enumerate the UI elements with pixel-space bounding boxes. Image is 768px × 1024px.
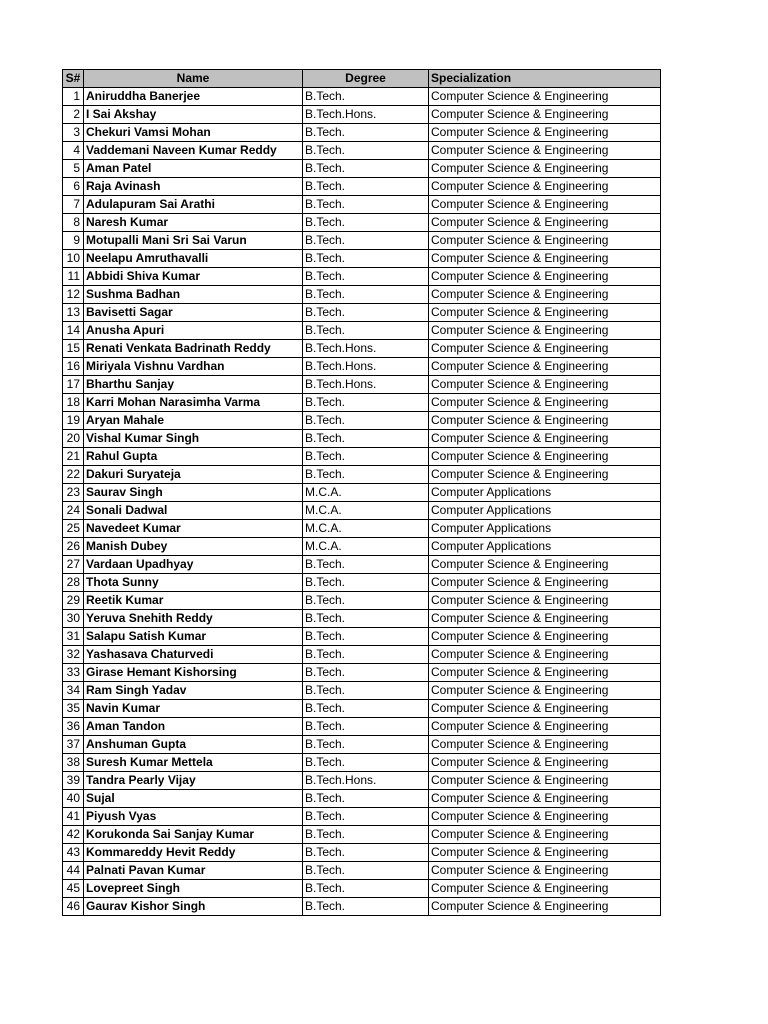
serial-number-cell: 13: [63, 304, 84, 322]
table-row: [63, 646, 661, 664]
degree-cell: B.Tech.: [303, 880, 429, 898]
specialization-cell: Computer Science & Engineering: [429, 286, 661, 304]
name-cell: Navedeet Kumar: [84, 520, 303, 538]
name-cell: Aryan Mahale: [84, 412, 303, 430]
table-row: [63, 376, 661, 394]
specialization-cell: Computer Science & Engineering: [429, 322, 661, 340]
specialization-cell: Computer Applications: [429, 520, 661, 538]
degree-cell: M.C.A.: [303, 484, 429, 502]
specialization-cell: Computer Science & Engineering: [429, 772, 661, 790]
name-cell: Palnati Pavan Kumar: [84, 862, 303, 880]
serial-number-cell: 38: [63, 754, 84, 772]
name-cell: Motupalli Mani Sri Sai Varun: [84, 232, 303, 250]
table-body: [63, 88, 661, 916]
table-row: [63, 286, 661, 304]
specialization-cell: Computer Science & Engineering: [429, 394, 661, 412]
degree-cell: B.Tech.: [303, 286, 429, 304]
specialization-cell: Computer Applications: [429, 484, 661, 502]
serial-number-cell: 44: [63, 862, 84, 880]
specialization-cell: Computer Science & Engineering: [429, 736, 661, 754]
specialization-cell: Computer Science & Engineering: [429, 430, 661, 448]
degree-cell: B.Tech.: [303, 844, 429, 862]
specialization-cell: Computer Science & Engineering: [429, 700, 661, 718]
serial-number-cell: 10: [63, 250, 84, 268]
table-row: [63, 556, 661, 574]
specialization-cell: Computer Science & Engineering: [429, 124, 661, 142]
table-row: [63, 808, 661, 826]
table-row: [63, 682, 661, 700]
specialization-cell: Computer Science & Engineering: [429, 142, 661, 160]
table-row: [63, 466, 661, 484]
name-cell: Tandra Pearly Vijay: [84, 772, 303, 790]
degree-cell: B.Tech.: [303, 754, 429, 772]
degree-cell: M.C.A.: [303, 502, 429, 520]
specialization-cell: Computer Science & Engineering: [429, 376, 661, 394]
table-row: [63, 880, 661, 898]
name-cell: Aman Tandon: [84, 718, 303, 736]
name-cell: Miriyala Vishnu Vardhan: [84, 358, 303, 376]
table-row: [63, 772, 661, 790]
specialization-cell: Computer Science & Engineering: [429, 304, 661, 322]
degree-cell: B.Tech.: [303, 898, 429, 916]
name-cell: Girase Hemant Kishorsing: [84, 664, 303, 682]
serial-number-cell: 27: [63, 556, 84, 574]
degree-cell: B.Tech.: [303, 862, 429, 880]
name-cell: Salapu Satish Kumar: [84, 628, 303, 646]
degree-cell: B.Tech.: [303, 304, 429, 322]
serial-number-cell: 40: [63, 790, 84, 808]
serial-number-cell: 34: [63, 682, 84, 700]
specialization-cell: Computer Science & Engineering: [429, 592, 661, 610]
table-row: [63, 250, 661, 268]
header-name: Name: [84, 70, 303, 88]
table-row: [63, 322, 661, 340]
table-row: [63, 160, 661, 178]
specialization-cell: Computer Science & Engineering: [429, 358, 661, 376]
table-row: [63, 826, 661, 844]
specialization-cell: Computer Science & Engineering: [429, 196, 661, 214]
name-cell: Rahul Gupta: [84, 448, 303, 466]
serial-number-cell: 39: [63, 772, 84, 790]
degree-cell: B.Tech.: [303, 412, 429, 430]
specialization-cell: Computer Science & Engineering: [429, 628, 661, 646]
name-cell: Abbidi Shiva Kumar: [84, 268, 303, 286]
table-row: [63, 718, 661, 736]
header-serial-number: S#: [63, 70, 84, 88]
specialization-cell: Computer Science & Engineering: [429, 250, 661, 268]
degree-cell: B.Tech.: [303, 88, 429, 106]
table-row: [63, 268, 661, 286]
serial-number-cell: 29: [63, 592, 84, 610]
degree-cell: B.Tech.: [303, 124, 429, 142]
table-row: [63, 214, 661, 232]
specialization-cell: Computer Science & Engineering: [429, 754, 661, 772]
serial-number-cell: 26: [63, 538, 84, 556]
degree-cell: B.Tech.: [303, 214, 429, 232]
serial-number-cell: 41: [63, 808, 84, 826]
specialization-cell: Computer Science & Engineering: [429, 790, 661, 808]
name-cell: Ram Singh Yadav: [84, 682, 303, 700]
header-specialization: Specialization: [429, 70, 661, 88]
table-row: [63, 124, 661, 142]
degree-cell: B.Tech.: [303, 808, 429, 826]
name-cell: Adulapuram Sai Arathi: [84, 196, 303, 214]
serial-number-cell: 30: [63, 610, 84, 628]
serial-number-cell: 12: [63, 286, 84, 304]
specialization-cell: Computer Science & Engineering: [429, 844, 661, 862]
degree-cell: B.Tech.Hons.: [303, 358, 429, 376]
name-cell: Bharthu Sanjay: [84, 376, 303, 394]
degree-cell: B.Tech.: [303, 664, 429, 682]
serial-number-cell: 19: [63, 412, 84, 430]
serial-number-cell: 14: [63, 322, 84, 340]
specialization-cell: Computer Science & Engineering: [429, 862, 661, 880]
name-cell: Lovepreet Singh: [84, 880, 303, 898]
name-cell: Vardaan Upadhyay: [84, 556, 303, 574]
degree-cell: B.Tech.: [303, 142, 429, 160]
serial-number-cell: 4: [63, 142, 84, 160]
degree-cell: B.Tech.: [303, 466, 429, 484]
name-cell: Aniruddha Banerjee: [84, 88, 303, 106]
serial-number-cell: 20: [63, 430, 84, 448]
degree-cell: B.Tech.: [303, 646, 429, 664]
specialization-cell: Computer Science & Engineering: [429, 880, 661, 898]
specialization-cell: Computer Science & Engineering: [429, 268, 661, 286]
table-row: [63, 574, 661, 592]
serial-number-cell: 42: [63, 826, 84, 844]
degree-cell: B.Tech.: [303, 556, 429, 574]
table-row: [63, 700, 661, 718]
table-row: [63, 862, 661, 880]
serial-number-cell: 35: [63, 700, 84, 718]
degree-cell: B.Tech.: [303, 268, 429, 286]
name-cell: Karri Mohan Narasimha Varma: [84, 394, 303, 412]
table-row: [63, 844, 661, 862]
table-row: [63, 232, 661, 250]
name-cell: Sushma Badhan: [84, 286, 303, 304]
specialization-cell: Computer Science & Engineering: [429, 718, 661, 736]
degree-cell: B.Tech.: [303, 196, 429, 214]
specialization-cell: Computer Applications: [429, 502, 661, 520]
serial-number-cell: 43: [63, 844, 84, 862]
degree-cell: B.Tech.: [303, 682, 429, 700]
name-cell: Piyush Vyas: [84, 808, 303, 826]
header-row: [63, 70, 661, 88]
serial-number-cell: 24: [63, 502, 84, 520]
table-row: [63, 736, 661, 754]
degree-cell: B.Tech.: [303, 322, 429, 340]
serial-number-cell: 25: [63, 520, 84, 538]
serial-number-cell: 31: [63, 628, 84, 646]
name-cell: Saurav Singh: [84, 484, 303, 502]
name-cell: Chekuri Vamsi Mohan: [84, 124, 303, 142]
name-cell: Aman Patel: [84, 160, 303, 178]
specialization-cell: Computer Science & Engineering: [429, 106, 661, 124]
degree-cell: B.Tech.Hons.: [303, 106, 429, 124]
serial-number-cell: 11: [63, 268, 84, 286]
degree-cell: B.Tech.: [303, 700, 429, 718]
name-cell: Korukonda Sai Sanjay Kumar: [84, 826, 303, 844]
name-cell: Vaddemani Naveen Kumar Reddy: [84, 142, 303, 160]
degree-cell: B.Tech.: [303, 790, 429, 808]
degree-cell: B.Tech.: [303, 178, 429, 196]
name-cell: Anshuman Gupta: [84, 736, 303, 754]
table-row: [63, 88, 661, 106]
name-cell: Dakuri Suryateja: [84, 466, 303, 484]
table-row: [63, 106, 661, 124]
specialization-cell: Computer Science & Engineering: [429, 574, 661, 592]
degree-cell: B.Tech.: [303, 250, 429, 268]
serial-number-cell: 45: [63, 880, 84, 898]
name-cell: Anusha Apuri: [84, 322, 303, 340]
specialization-cell: Computer Science & Engineering: [429, 646, 661, 664]
table-row: [63, 898, 661, 916]
name-cell: Vishal Kumar Singh: [84, 430, 303, 448]
serial-number-cell: 15: [63, 340, 84, 358]
table-row: [63, 754, 661, 772]
serial-number-cell: 36: [63, 718, 84, 736]
specialization-cell: Computer Science & Engineering: [429, 682, 661, 700]
degree-cell: B.Tech.: [303, 394, 429, 412]
table-row: [63, 520, 661, 538]
table-row: [63, 430, 661, 448]
name-cell: Thota Sunny: [84, 574, 303, 592]
serial-number-cell: 22: [63, 466, 84, 484]
serial-number-cell: 7: [63, 196, 84, 214]
specialization-cell: Computer Science & Engineering: [429, 160, 661, 178]
serial-number-cell: 23: [63, 484, 84, 502]
name-cell: Neelapu Amruthavalli: [84, 250, 303, 268]
table-header: [63, 70, 661, 88]
serial-number-cell: 8: [63, 214, 84, 232]
degree-cell: B.Tech.Hons.: [303, 376, 429, 394]
serial-number-cell: 28: [63, 574, 84, 592]
header-degree: Degree: [303, 70, 429, 88]
specialization-cell: Computer Science & Engineering: [429, 88, 661, 106]
name-cell: Sonali Dadwal: [84, 502, 303, 520]
serial-number-cell: 3: [63, 124, 84, 142]
serial-number-cell: 2: [63, 106, 84, 124]
table-row: [63, 628, 661, 646]
degree-cell: B.Tech.: [303, 628, 429, 646]
name-cell: Raja Avinash: [84, 178, 303, 196]
degree-cell: B.Tech.: [303, 610, 429, 628]
table-row: [63, 592, 661, 610]
specialization-cell: Computer Science & Engineering: [429, 178, 661, 196]
serial-number-cell: 33: [63, 664, 84, 682]
name-cell: Renati Venkata Badrinath Reddy: [84, 340, 303, 358]
degree-cell: B.Tech.: [303, 160, 429, 178]
name-cell: Gaurav Kishor Singh: [84, 898, 303, 916]
serial-number-cell: 37: [63, 736, 84, 754]
degree-cell: B.Tech.: [303, 718, 429, 736]
name-cell: Yashasava Chaturvedi: [84, 646, 303, 664]
table-row: [63, 448, 661, 466]
table-row: [63, 358, 661, 376]
name-cell: Bavisetti Sagar: [84, 304, 303, 322]
student-list-table: [62, 69, 661, 916]
serial-number-cell: 17: [63, 376, 84, 394]
table-row: [63, 304, 661, 322]
name-cell: Yeruva Snehith Reddy: [84, 610, 303, 628]
name-cell: Manish Dubey: [84, 538, 303, 556]
specialization-cell: Computer Science & Engineering: [429, 448, 661, 466]
degree-cell: B.Tech.: [303, 736, 429, 754]
serial-number-cell: 32: [63, 646, 84, 664]
serial-number-cell: 46: [63, 898, 84, 916]
specialization-cell: Computer Science & Engineering: [429, 808, 661, 826]
specialization-cell: Computer Science & Engineering: [429, 340, 661, 358]
table-row: [63, 142, 661, 160]
degree-cell: B.Tech.Hons.: [303, 772, 429, 790]
name-cell: I Sai Akshay: [84, 106, 303, 124]
serial-number-cell: 16: [63, 358, 84, 376]
serial-number-cell: 6: [63, 178, 84, 196]
degree-cell: B.Tech.: [303, 592, 429, 610]
table-row: [63, 538, 661, 556]
degree-cell: B.Tech.: [303, 232, 429, 250]
degree-cell: B.Tech.: [303, 826, 429, 844]
table-row: [63, 790, 661, 808]
name-cell: Navin Kumar: [84, 700, 303, 718]
specialization-cell: Computer Science & Engineering: [429, 232, 661, 250]
degree-cell: B.Tech.Hons.: [303, 340, 429, 358]
table-row: [63, 610, 661, 628]
name-cell: Reetik Kumar: [84, 592, 303, 610]
specialization-cell: Computer Applications: [429, 538, 661, 556]
specialization-cell: Computer Science & Engineering: [429, 556, 661, 574]
serial-number-cell: 9: [63, 232, 84, 250]
name-cell: Naresh Kumar: [84, 214, 303, 232]
table-row: [63, 412, 661, 430]
degree-cell: B.Tech.: [303, 448, 429, 466]
degree-cell: B.Tech.: [303, 574, 429, 592]
name-cell: Suresh Kumar Mettela: [84, 754, 303, 772]
table-row: [63, 196, 661, 214]
specialization-cell: Computer Science & Engineering: [429, 664, 661, 682]
table-row: [63, 502, 661, 520]
degree-cell: M.C.A.: [303, 538, 429, 556]
specialization-cell: Computer Science & Engineering: [429, 214, 661, 232]
serial-number-cell: 21: [63, 448, 84, 466]
serial-number-cell: 1: [63, 88, 84, 106]
serial-number-cell: 18: [63, 394, 84, 412]
serial-number-cell: 5: [63, 160, 84, 178]
degree-cell: M.C.A.: [303, 520, 429, 538]
table-row: [63, 178, 661, 196]
table-row: [63, 484, 661, 502]
specialization-cell: Computer Science & Engineering: [429, 898, 661, 916]
name-cell: Sujal: [84, 790, 303, 808]
specialization-cell: Computer Science & Engineering: [429, 466, 661, 484]
name-cell: Kommareddy Hevit Reddy: [84, 844, 303, 862]
table-row: [63, 394, 661, 412]
table-row: [63, 340, 661, 358]
specialization-cell: Computer Science & Engineering: [429, 610, 661, 628]
specialization-cell: Computer Science & Engineering: [429, 412, 661, 430]
specialization-cell: Computer Science & Engineering: [429, 826, 661, 844]
table-row: [63, 664, 661, 682]
degree-cell: B.Tech.: [303, 430, 429, 448]
